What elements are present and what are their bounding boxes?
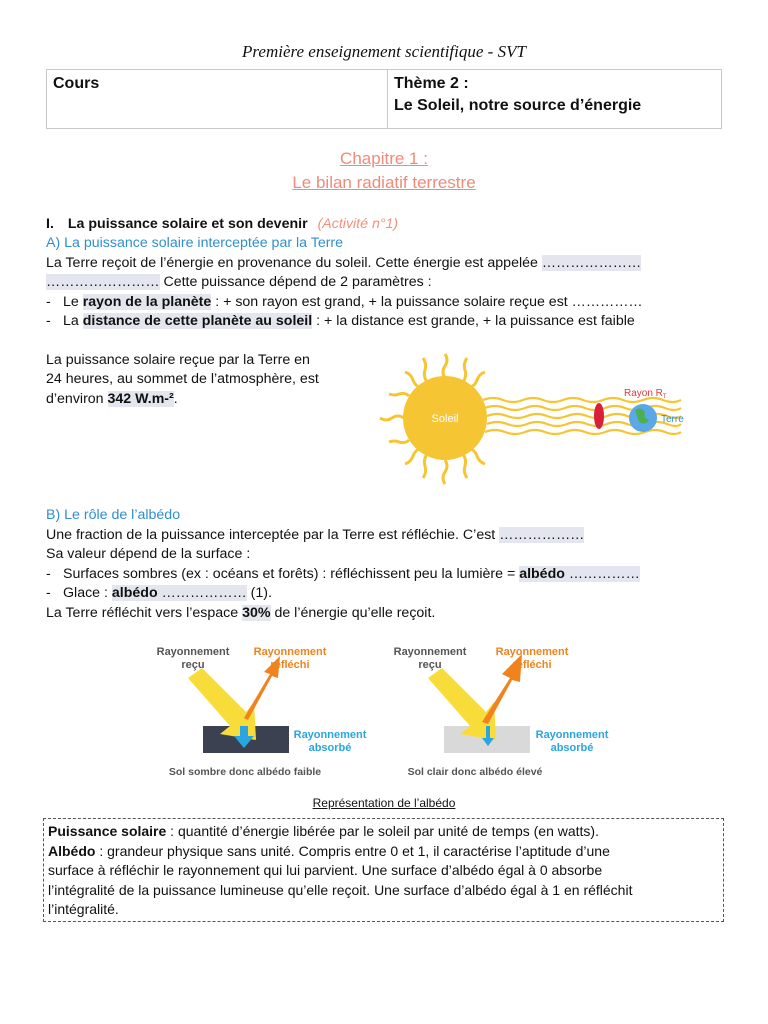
definition-solar-power: Puissance solaire : quantité d’énergie libérée par le soleil par unité de temps (en watts). xyxy=(48,823,599,839)
paragraph-fraction: Une fraction de la puissance interceptée par la Terre est réfléchie. C’est ……………… xyxy=(46,527,585,543)
section-heading: I. La puissance solaire et son devenir (Activité n°1) xyxy=(46,216,399,232)
course-cell xyxy=(47,70,388,129)
activity-ref: (Activité n°1) xyxy=(317,216,399,232)
definitions-box xyxy=(43,818,724,922)
theme-label: Thème 2 : xyxy=(394,75,469,92)
reflected-label: Rayonnement réfléchi xyxy=(253,646,327,671)
albedo-dark-figure xyxy=(150,640,380,782)
bullet-distance: - La distance de cette planète au soleil : + la distance est grande, + la puissance est faible xyxy=(46,313,635,329)
subsection-b-title: B) Le rôle de l’albédo xyxy=(46,507,181,523)
definition-albedo-line4: l’intégralité. xyxy=(48,901,119,917)
blank-field: ……………… xyxy=(499,527,585,543)
definition-albedo: Albédo : grandeur physique sans unité. Compris entre 0 et 1, il caractérise l’aptitude d’une xyxy=(48,842,610,859)
definition-albedo-line2: surface à réfléchir le rayonnement qui lui parvient. Une surface d’albédo égal à 0 absorbe xyxy=(48,862,603,878)
subsection-a-title: A) La puissance solaire interceptée par la Terre xyxy=(46,235,344,251)
paragraph-surface: Sa valeur dépend de la surface : xyxy=(46,546,251,562)
absorbed-label: Rayonnement absorbé xyxy=(293,729,367,754)
figure-caption: Représentation de l’albédo xyxy=(312,796,456,810)
dark-ground-caption: Sol sombre donc albédo faible xyxy=(168,766,322,778)
sun-earth-figure xyxy=(375,348,695,490)
bullet-ice: - Glace : albédo ……………… (1). xyxy=(46,585,272,601)
blank-field: ………………… xyxy=(541,255,642,271)
earth-label: Terre xyxy=(661,414,684,425)
solar-power-note-line2: 24 heures, au sommet de l’atmosphère, est xyxy=(46,371,319,387)
theme-title: Le Soleil, notre source d’énergie xyxy=(394,97,642,114)
cross-section-disk xyxy=(594,403,604,429)
bullet-dark-surfaces: - Surfaces sombres (ex : océans et forêts) : réfléchissent peu la lumière = albédo …………… xyxy=(46,566,640,582)
paragraph-earth-reflects: La Terre réfléchit vers l’espace 30% de l’énergie qu’elle reçoit. xyxy=(46,605,436,621)
albedo-light-figure xyxy=(390,640,620,782)
solar-power-note-line1: La puissance solaire reçue par la Terre en xyxy=(46,352,310,368)
course-label: Cours xyxy=(53,75,100,92)
received-label: Rayonnement reçu xyxy=(156,646,230,671)
solar-power-note-line3: d’environ 342 W.m-². xyxy=(46,391,178,407)
solar-power-value: 342 W.m-² xyxy=(107,391,174,407)
radius-label: Rayon $R_T$ xyxy=(624,388,667,400)
chapter-title: Le bilan radiatif terrestre xyxy=(292,173,476,192)
course-table xyxy=(46,69,722,129)
theme-cell xyxy=(388,70,722,129)
document-header-title: Première enseignement scientifique - SVT xyxy=(242,42,526,61)
chapter-number: Chapitre 1 : xyxy=(340,149,428,168)
reflected-label: Rayonnement réfléchi xyxy=(495,646,569,671)
bullet-radius: - Le rayon de la planète : + son rayon est grand, + la puissance solaire reçue est …………… xyxy=(46,294,643,310)
paragraph-parameters: …………………… Cette puissance dépend de 2 paramètres : xyxy=(46,274,432,290)
sun-label: Soleil xyxy=(431,413,459,425)
definition-albedo-line3: l’intégralité de la puissance lumineuse qu’elle reçoit. Une surface d’albédo égal à 1 en réfléchit xyxy=(48,881,633,898)
received-label: Rayonnement reçu xyxy=(393,646,467,671)
light-ground-caption: Sol clair donc albédo élevé xyxy=(407,766,543,778)
absorbed-label: Rayonnement absorbé xyxy=(535,729,609,754)
paragraph-energy: La Terre reçoit de l’énergie en provenance du soleil. Cette énergie est appelée ………………… xyxy=(46,255,642,271)
blank-field: …………………… xyxy=(46,274,160,290)
